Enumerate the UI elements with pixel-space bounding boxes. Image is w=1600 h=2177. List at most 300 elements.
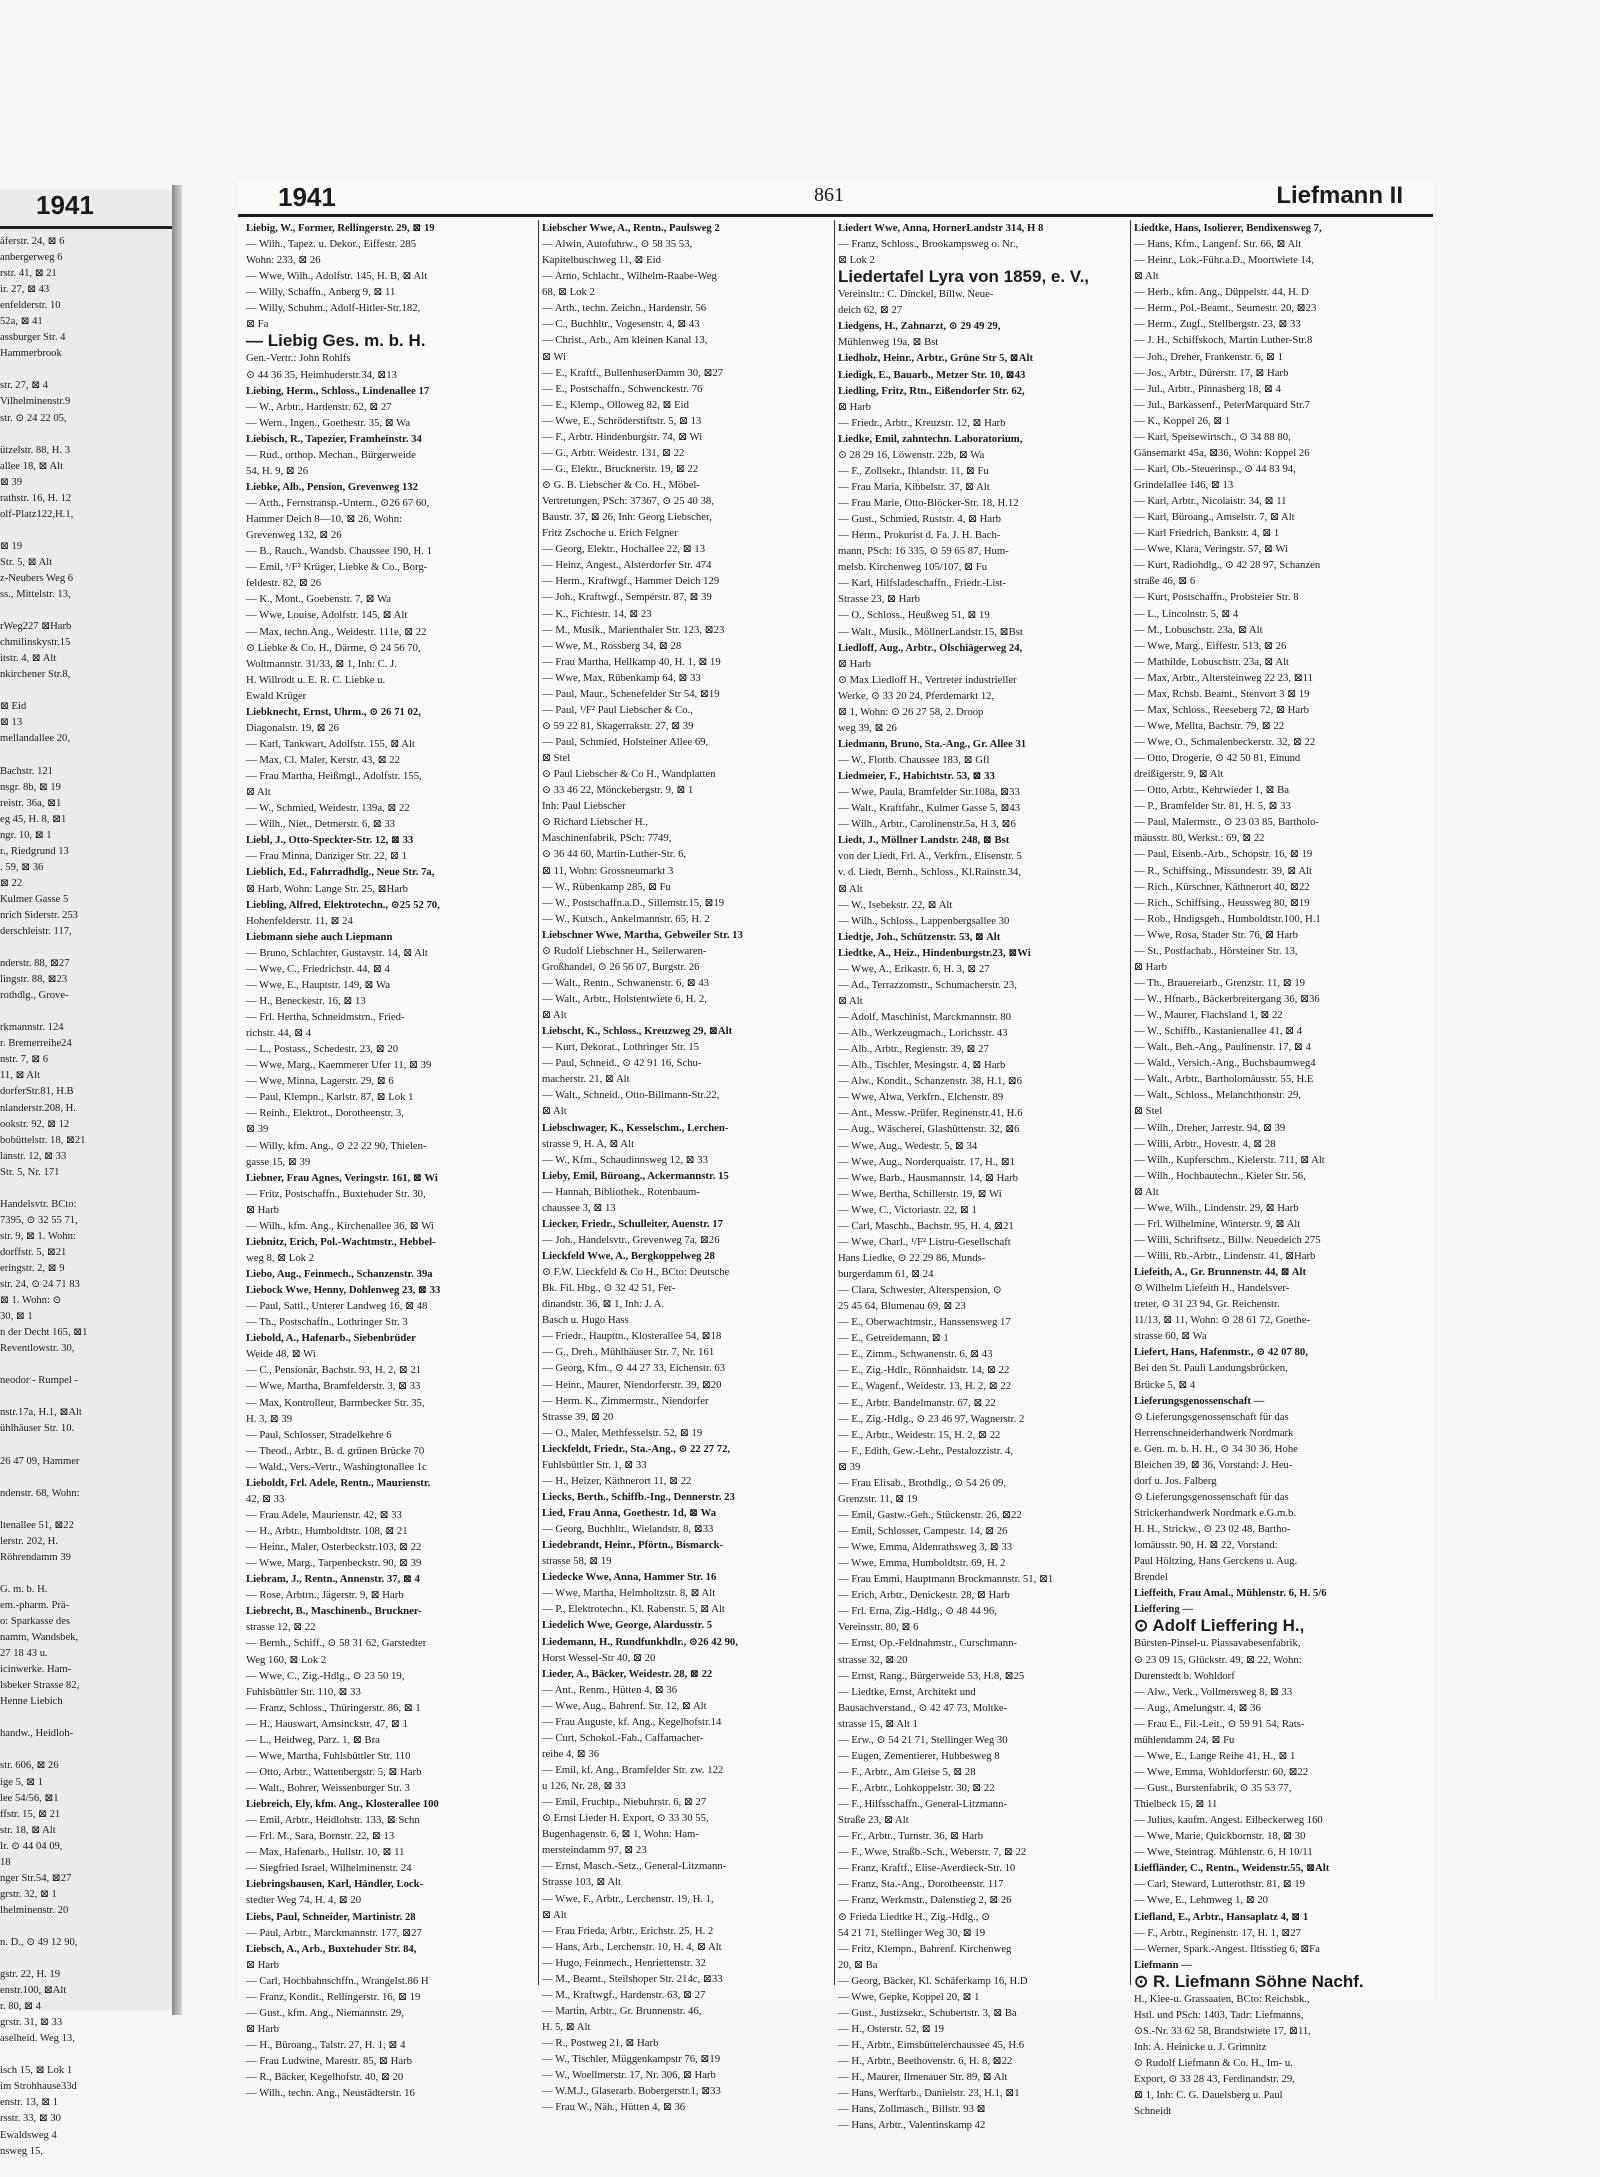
directory-entry-line: — Rose, Arbtrn., Jägerstr. 9, ⊠ Harb bbox=[246, 1589, 404, 1602]
directory-entry-line: straße 46, ⊠ 6 bbox=[1134, 575, 1196, 588]
directory-entry-line: ⊠ Harb bbox=[246, 1203, 279, 1216]
directory-entry-line: — Wwe, Klara, Veringstr. 57, ⊠ Wi bbox=[1134, 543, 1288, 556]
directory-entry-line: Liebs, Paul, Schneider, Martinistr. 28 bbox=[246, 1910, 416, 1923]
directory-entry-line: ⊠ Harb bbox=[1134, 960, 1167, 973]
directory-entry-line: ⊠ Alt bbox=[542, 1908, 567, 1921]
left-page-line: ige 5, ⊠ 1 bbox=[0, 1776, 44, 1788]
left-page-line: nlanderstr.208, H. bbox=[0, 1102, 76, 1114]
directory-entry-line: Bk. Fil. Hbg., ⊙ 32 42 51, Fer- bbox=[542, 1282, 676, 1295]
directory-entry-line: ⊠ Stel bbox=[1134, 1105, 1163, 1118]
directory-entry-line: — Alb., Tischler, Mesingstr. 4, ⊠ Harb bbox=[838, 1059, 1006, 1072]
left-page-line: enstr. 13, ⊠ 1 bbox=[0, 2097, 59, 2109]
left-page-line: 52a, ⊠ 41 bbox=[0, 316, 43, 328]
directory-entry-line: — Frau Maria, Kibbelstr. 37, ⊠ Alt bbox=[838, 480, 990, 493]
directory-entry-line: strasse 58, ⊠ 19 bbox=[542, 1555, 612, 1568]
directory-entry-line: — J. H., Schiffskoch, Martin Luther-Str.8 bbox=[1134, 334, 1313, 347]
directory-entry-line: Bausachverstand., ⊙ 42 47 73, Moltke- bbox=[838, 1701, 1008, 1714]
directory-entry-line: — Karl, Büroang., Amselstr. 7, ⊠ Alt bbox=[1134, 511, 1295, 524]
left-page-line: . 59, ⊠ 36 bbox=[0, 861, 44, 873]
left-page-line: Reventlowstr. 30, bbox=[0, 1343, 75, 1355]
directory-entry-line: Grindelallee 146, ⊠ 13 bbox=[1134, 479, 1234, 491]
directory-entry-line: Liebringshausen, Karl, Händler, Lock- bbox=[246, 1878, 424, 1891]
directory-entry-line: — Franz, Kondit., Rellingerstr. 16, ⊠ 19 bbox=[246, 1990, 421, 2003]
directory-entry-line: Liebner, Frau Agnes, Veringstr. 161, ⊠ Wi bbox=[246, 1171, 438, 1184]
left-page-line: itstr. 4, ⊠ Alt bbox=[0, 653, 57, 665]
directory-entry-line: — E., Zig.-Hdlr., Rönnhaidstr. 14, ⊠ 22 bbox=[838, 1364, 1010, 1377]
directory-entry-line: Lieffländer, C., Rentn., Weidenstr.55, ⊠Alt bbox=[1134, 1862, 1330, 1875]
directory-entry-line: ⊙ Adolf Lieffering H., bbox=[1134, 1616, 1305, 1636]
directory-entry-line: — Wern., Ingen., Goethestr. 35, ⊠ Wa bbox=[246, 416, 411, 429]
directory-entry-line: — Max, Rchsb. Beamt., Stenvort 3 ⊠ 19 bbox=[1134, 687, 1310, 700]
directory-entry-line: — Paul, Malermstr., ⊙ 23 03 85, Bartholo- bbox=[1134, 816, 1319, 829]
directory-entry-line: — Ernst, Rang., Bürgerweide 53, H.8, ⊠25 bbox=[838, 1669, 1025, 1682]
directory-entry-line: Liebknecht, Ernst, Uhrm., ⊙ 26 71 02, bbox=[246, 705, 421, 718]
directory-entry-line: — Ant., Renm., Hütten 4, ⊠ 36 bbox=[542, 1683, 678, 1696]
directory-entry-line: — W., Tischler, Müggenkampstr 76, ⊠19 bbox=[542, 2053, 721, 2066]
directory-entry-line: — Heinz, Angest., Alsterdorfer Str. 474 bbox=[542, 559, 712, 572]
directory-entry-line: Weide 48, ⊠ Wi bbox=[246, 1348, 316, 1361]
left-page-line: ss., Mittelstr. 13, bbox=[0, 589, 71, 601]
directory-entry-line: — E., Wagenf., Weidestr. 13, H. 2, ⊠ 22 bbox=[838, 1380, 1012, 1393]
directory-entry-line: ⊙ Richard Liebscher H., bbox=[542, 816, 648, 829]
directory-entry-line: — Wwe, Emma, Humboldtstr. 69, H. 2 bbox=[838, 1557, 1006, 1570]
directory-entry-line: — Heinr., Maurer, Niendorferstr. 39, ⊠20 bbox=[542, 1378, 722, 1391]
directory-entry-line: — Emil, Schlosser, Campestr. 14, ⊠ 26 bbox=[838, 1525, 1008, 1537]
directory-entry-line: — Julius, kaufm. Angest. Eilbeckerweg 160 bbox=[1134, 1814, 1323, 1827]
left-page-line bbox=[0, 362, 172, 378]
directory-entry-line: ⊠ Alt bbox=[1134, 270, 1159, 283]
directory-entry-line: Brücke 5, ⊠ 4 bbox=[1134, 1378, 1196, 1391]
directory-entry-line: — Wwe, Wilh., Lindenstr. 29, ⊠ Harb bbox=[1134, 1201, 1299, 1214]
directory-entry-line: Liedtje, Joh., Schützenstr. 53, ⊠ Alt bbox=[838, 930, 1001, 943]
directory-entry-line: — Emil, kf. Ang., Bramfelder Str. zw. 122 bbox=[542, 1764, 724, 1776]
directory-entry-line: dorf u. Jos. Falberg bbox=[1134, 1474, 1217, 1487]
left-page-line: assburger Str. 4 bbox=[0, 332, 66, 344]
directory-entry-line: — Wilh., Dreher, Jarrestr. 94, ⊠ 39 bbox=[1134, 1121, 1286, 1134]
left-page-line: rsstr. 33, ⊠ 30 bbox=[0, 2113, 61, 2125]
left-page-line: ⊠ 19 bbox=[0, 540, 23, 552]
directory-entry-line: — Frau Emmi, Hauptmann Brockmannstr. 51, ⊠1 bbox=[838, 1573, 1054, 1586]
directory-entry-line: 68, ⊠ Lok 2 bbox=[542, 286, 595, 299]
directory-entry-line: Liedling, Fritz, Rtn., Eißendorfer Str. 62, bbox=[838, 384, 1025, 397]
column-divider bbox=[1130, 220, 1131, 1985]
left-page-text bbox=[0, 234, 172, 2160]
directory-entry-line: — Joh., Handelsvtr., Grevenweg 7a, ⊠26 bbox=[542, 1233, 720, 1246]
left-page-line: 30, ⊠ 1 bbox=[0, 1311, 33, 1323]
directory-entry-line: Liedloff, Aug., Arbtr., Olschiägerweg 24, bbox=[838, 641, 1023, 654]
directory-entry-line: — L., Postass., Schedestr. 23, ⊠ 20 bbox=[246, 1043, 399, 1056]
directory-entry-line: ⊙ Frieda Liedtke H., Zig.-Hdlg., ⊙ bbox=[838, 1910, 991, 1923]
directory-entry-line: — K., Mont., Goebenstr. 7, ⊠ Wa bbox=[246, 593, 392, 606]
directory-entry-line: — Alw., Verk., Vollmersweg 8, ⊠ 33 bbox=[1134, 1685, 1293, 1698]
directory-entry-line: Fuhlsbüttler Str. 1, ⊠ 33 bbox=[542, 1458, 647, 1471]
directory-entry-line: burgerdamm 61, ⊠ 24 bbox=[838, 1268, 934, 1280]
left-page-line: ⊠ Eid bbox=[0, 701, 27, 713]
directory-entry-line: — G., Arbtr. Weidestr. 131, ⊠ 22 bbox=[542, 446, 685, 459]
directory-entry-line: — Hans, Kfm., Langenf. Str. 66, ⊠ Alt bbox=[1134, 238, 1302, 251]
left-page-line: lr. ⊙ 44 04 09, bbox=[0, 1840, 63, 1852]
directory-entry-line: — F., Arbtr., Am Gleise 5, ⊠ 28 bbox=[838, 1765, 976, 1778]
directory-entry-line: — St., Postfachab., Hörsteiner Str. 13, bbox=[1134, 944, 1298, 957]
left-page-line bbox=[0, 427, 172, 443]
left-page-line: lsbeker Strasse 82, bbox=[0, 1680, 80, 1692]
directory-entry-line: — E., Kraftf., BullenhuserDamm 30, ⊠27 bbox=[542, 366, 724, 379]
directory-entry-line: Liebo, Aug., Feinmech., Schanzenstr. 39a bbox=[246, 1268, 433, 1280]
left-page-line: handw., Heidloh- bbox=[0, 1728, 74, 1740]
directory-entry-line: — W., Schmied, Weidestr. 139a, ⊠ 22 bbox=[246, 802, 410, 815]
directory-entry-line: — H., Büroang., Talstr. 27, H. 1, ⊠ 4 bbox=[246, 2039, 406, 2051]
directory-entry-line: — Frau Minna, Danziger Str. 22, ⊠ 1 bbox=[246, 850, 407, 863]
left-page-header-rule bbox=[0, 226, 172, 229]
directory-entry-line: — Wwe, Aug., Norderquaistr. 17, H., ⊠1 bbox=[838, 1155, 1016, 1168]
directory-entry-line: — Georg, Buchhltr., Wielandstr. 8, ⊠33 bbox=[542, 1523, 714, 1536]
directory-entry-line: Liedebrandt, Heinr., Pförtn., Bismarck- bbox=[542, 1539, 724, 1552]
directory-entry-line: — Clara, Schwester, Alterspension, ⊙ bbox=[838, 1284, 1002, 1297]
directory-entry-line: — Hugo, Feinmech., Henriettenstr. 32 bbox=[542, 1956, 706, 1969]
directory-entry-line: Liecker, Friedr., Schulleiter, Auenstr. 17 bbox=[542, 1217, 723, 1230]
directory-entry-line: — Siegfried Israel, Wilhelminenstr. 24 bbox=[246, 1862, 412, 1875]
directory-entry-line: Liedgens, H., Zahnarzt, ⊙ 29 49 29, bbox=[838, 320, 1001, 333]
directory-entry-line: — G., Dreh., Mühlhäuser Str. 7, Nr. 161 bbox=[542, 1346, 715, 1359]
left-page-line: aselheid. Weg 13, bbox=[0, 2033, 75, 2045]
left-page-line: lhelminenstr. 20 bbox=[0, 1904, 69, 1916]
directory-entry-line: ⊠ 1, Wohn: ⊙ 26 27 58, 2. Droop bbox=[838, 705, 984, 718]
directory-entry-line: — Wwe, Wilh., Adolfstr. 145, H. B, ⊠ Alt bbox=[246, 270, 428, 283]
directory-entry-line: Liefmann — bbox=[1134, 1958, 1192, 1971]
left-page-line bbox=[0, 603, 172, 619]
directory-entry-line: Bleichen 39, ⊠ 36, Vorstand: J. Heu- bbox=[1134, 1458, 1293, 1471]
left-page-line: dorferStr.81, H.B bbox=[0, 1086, 74, 1098]
directory-entry-line: — W., Postschaffn.a.D., Sillemstr.15, ⊠19 bbox=[542, 896, 725, 909]
page-header bbox=[238, 180, 1433, 214]
directory-entry-line: — Franz, Sta.-Ang., Dorotheenstr. 117 bbox=[838, 1878, 1004, 1891]
directory-entry-line: Bei den St. Pauli Landungsbrücken, bbox=[1134, 1362, 1288, 1375]
directory-entry-line: — Frau Auguste, kf. Ang., Kegelhofstr.14 bbox=[542, 1715, 722, 1728]
directory-entry-line: weg 8, ⊠ Lok 2 bbox=[246, 1251, 315, 1264]
directory-entry-line: Liebnitz, Erich, Pol.-Wachtmstr., Hebbel- bbox=[246, 1235, 436, 1248]
directory-entry-line: — Frl. Hertha, Schneidmstrn., Fried- bbox=[246, 1011, 405, 1023]
directory-entry-line: — Wwe, E., Hauptstr. 149, ⊠ Wa bbox=[246, 978, 390, 991]
directory-entry-line: — Wwe, Barb., Hausmannstr. 14, ⊠ Harb bbox=[838, 1171, 1019, 1184]
left-page-line: neodor - Rumpel - bbox=[0, 1375, 78, 1387]
directory-entry-line: Liebisch, R., Tapezier, Framheinstr. 34 bbox=[246, 432, 422, 445]
directory-entry-line: Liedertafel Lyra von 1859, e. V., bbox=[838, 267, 1090, 287]
directory-entry-line: — Eugen, Zementierer, Hubbesweg 8 bbox=[838, 1749, 1000, 1762]
left-page-line bbox=[0, 1181, 172, 1197]
directory-entry-line: Liedke, Emil, zahntechn. Laboratorium, bbox=[838, 432, 1023, 445]
directory-entry-line: Wohn: 233, ⊠ 26 bbox=[246, 254, 321, 267]
directory-entry-line: Liebmann siehe auch Liepmann bbox=[246, 930, 393, 943]
directory-entry-line: Liefland, E., Arbtr., Hansaplatz 4, ⊠ 1 bbox=[1134, 1910, 1309, 1923]
directory-entry-line: — Paul, Schmied, Holsteiner Allee 69, bbox=[542, 736, 709, 748]
directory-entry-line: 54 21 71, Stellinger Weg 30, ⊠ 19 bbox=[838, 1926, 986, 1939]
directory-entry-line: — Walt., Musik., MöllnerLandstr.15, ⊠Bst bbox=[838, 625, 1023, 638]
directory-entry-line: Liedecke Wwe, Anna, Hammer Str. 16 bbox=[542, 1571, 717, 1584]
directory-entry-line: — Rich., Kürschner, Käthnerort 40, ⊠22 bbox=[1134, 880, 1310, 893]
left-page-line bbox=[0, 1357, 172, 1373]
directory-entry-line: — Frl. Erna, Zig.-Hdlg., ⊙ 48 44 96, bbox=[838, 1605, 997, 1618]
left-page-line: r. 80, ⊠ 4 bbox=[0, 2001, 41, 2013]
directory-entry-line: Lieckfeldt, Friedr., Sta.-Ang., ⊙ 22 27 72, bbox=[542, 1442, 731, 1455]
directory-entry-line: — E., Arbtr. Bandelmanstr. 67, ⊠ 22 bbox=[838, 1396, 996, 1409]
page-year: 1941 bbox=[278, 182, 336, 212]
directory-entry-line: — Frau Martha, Hellkamp 40, H. 1, ⊠ 19 bbox=[542, 655, 721, 668]
directory-entry-line: Basch u. Hugo Hass bbox=[542, 1314, 629, 1327]
directory-entry-line: e. Gen. m. b. H. H., ⊙ 34 30 36, Hohe bbox=[1134, 1442, 1298, 1455]
directory-entry-line: Liedigk, E., Bauarb., Metzer Str. 10, ⊠43 bbox=[838, 368, 1026, 381]
left-page-line: 27 18 43 u. bbox=[0, 1648, 48, 1660]
directory-entry-line: 20, ⊠ Ba bbox=[838, 1958, 878, 1971]
column-divider bbox=[538, 220, 539, 1985]
directory-entry-line: — Hannah, Bibliothek., Rotenbaum- bbox=[542, 1185, 700, 1198]
directory-entry-line: ⊠ 11, Wohn: Grossneumarkt 3 bbox=[542, 864, 674, 877]
left-page-line: rothdlg., Grove- bbox=[0, 990, 69, 1002]
directory-entry-line: H. 3, ⊠ 39 bbox=[246, 1412, 293, 1425]
directory-entry-line: — Fritz, Klempn., Bahrenf. Kirchenweg bbox=[838, 1942, 1012, 1955]
directory-entry-line: — Frau Ludwine, Marestr. 85, ⊠ Harb bbox=[246, 2055, 412, 2068]
directory-entry-line: Liebscht, K., Schloss., Kreuzweg 29, ⊠Alt bbox=[542, 1025, 733, 1038]
left-page-line: n. D., ⊙ 49 12 90, bbox=[0, 1936, 78, 1948]
left-page-line bbox=[0, 1438, 172, 1454]
directory-entry-line: — Wwe, Marie, Quickbornstr. 18, ⊠ 30 bbox=[1134, 1830, 1306, 1843]
left-page-line: dorffstr. 5, ⊠21 bbox=[0, 1246, 67, 1258]
directory-entry-line: ⊙ 59 22 81, Skagerrakstr. 27, ⊠ 39 bbox=[542, 719, 694, 732]
directory-entry-line: — Fritz, Postschaffn., Buxtehuder Str. 30, bbox=[246, 1187, 426, 1200]
directory-entry-line: — Willy, Schuhm., Adolf-Hitler-Str.182, bbox=[246, 302, 421, 315]
directory-entry-line: — Wwe, O., Schmalenbeckerstr. 32, ⊠ 22 bbox=[1134, 736, 1316, 748]
left-page-line: bobüttelstr. 18, ⊠21 bbox=[0, 1134, 86, 1146]
left-page-line: nkirchener Str.8, bbox=[0, 669, 71, 681]
directory-entry-line: — Frau W., Näh., Hütten 4, ⊠ 36 bbox=[542, 2101, 686, 2114]
directory-entry-line: Liedmeier, F., Habichtstr. 53, ⊠ 33 bbox=[838, 770, 995, 783]
directory-entry-line: — Frau Marie, Otto-Blöcker-Str. 18, H.12 bbox=[838, 497, 1019, 509]
left-page-line: n der Decht 165, ⊠1 bbox=[0, 1327, 88, 1339]
directory-entry-line: Lieckfeld Wwe, A., Bergkoppelweg 28 bbox=[542, 1250, 715, 1262]
left-page-line: ndenstr. 68, Wohn: bbox=[0, 1487, 80, 1499]
directory-entry-line: — Hans, Werftarb., Danielstr. 23, H.1, ⊠1 bbox=[838, 2087, 1020, 2100]
directory-entry-line: H. Willrodt u. E. R. C. Liebke u. bbox=[246, 673, 386, 686]
directory-entry-line: Liebram, J., Rentn., Annenstr. 37, ⊠ 4 bbox=[246, 1573, 420, 1586]
directory-entry-line: — Willi, Rb.-Arbtr., Lindenstr. 41, ⊠Harb bbox=[1134, 1250, 1316, 1262]
directory-entry-line: — Arth., Fernstransp.-Untern., ⊙26 67 60, bbox=[246, 497, 430, 509]
directory-entry-line: — Paul, Sattl., Unterer Landweg 16, ⊠ 48 bbox=[246, 1300, 428, 1313]
directory-entry-line: u 126, Nr. 28, ⊠ 33 bbox=[542, 1780, 626, 1793]
directory-entry-line: ⊙ F.W. Lieckfeld & Co H., BCto: Deutsche bbox=[542, 1266, 730, 1279]
directory-entry-line: Lieferungsgenossenschaft — bbox=[1134, 1394, 1265, 1407]
left-page-line: rWeg227 ⊠Harb bbox=[0, 621, 72, 633]
directory-entry-line: — Jul., Arbtr., Pinnasberg 18, ⊠ 4 bbox=[1134, 382, 1281, 395]
left-page-line bbox=[0, 1742, 172, 1758]
directory-entry-line: — L., Lincolnstr. 5, ⊠ 4 bbox=[1134, 607, 1239, 620]
directory-entry-line: — W., Schiffb., Kastanienallee 41, ⊠ 4 bbox=[1134, 1025, 1303, 1038]
directory-entry-line: — Arno, Schlacht., Wilhelm-Raabe-Weg bbox=[542, 270, 717, 283]
directory-entry-line: Baustr. 37, ⊠ 26, Inh: Georg Liebscher, bbox=[542, 511, 712, 524]
directory-entry-line: — Paul, ¹/F² Paul Liebscher & Co., bbox=[542, 703, 693, 716]
directory-entry-line: — O., Maler, Methfesselstr. 52, ⊠ 19 bbox=[542, 1426, 703, 1439]
directory-entry-line: Liebschner Wwe, Martha, Gebweiler Str. 13 bbox=[542, 928, 743, 941]
directory-entry-line: gasse 15, ⊠ 39 bbox=[246, 1155, 311, 1168]
directory-entry-line: ⊠ 39 bbox=[838, 1460, 861, 1473]
left-page-line: r., Riedgrund 13 bbox=[0, 845, 69, 857]
left-page-line: im Strohhause33d bbox=[0, 2081, 77, 2093]
directory-entry-line: — Mathilde, Lobuschstr. 23a, ⊠ Alt bbox=[1134, 655, 1290, 668]
directory-entry-line: mühlendamm 24, ⊠ Fu bbox=[1134, 1733, 1235, 1746]
directory-entry-line: ⊠ Harb bbox=[838, 657, 871, 670]
directory-entry-line: ⊠ Harb bbox=[246, 1958, 279, 1971]
directory-entry-line: Diagonalstr. 19, ⊠ 26 bbox=[246, 721, 339, 734]
left-page-line: Röhrendamm 39 bbox=[0, 1551, 71, 1563]
left-page-line: nstr. 7, ⊠ 6 bbox=[0, 1054, 49, 1066]
directory-entry-line: — Theod., Arbtr., B. d. grünen Brücke 70 bbox=[246, 1444, 425, 1457]
left-page-line: olf-Platz122,H.1, bbox=[0, 508, 74, 520]
directory-column-2 bbox=[542, 220, 834, 2114]
directory-entry-line: — Wwe, Marg., Kaemmerer Ufer 11, ⊠ 39 bbox=[246, 1059, 432, 1072]
directory-entry-line: — Karl, Tankwart, Adolfstr. 155, ⊠ Alt bbox=[246, 737, 415, 750]
page-number: 861 bbox=[814, 184, 844, 206]
directory-entry-line: ⊠ Lok 2 bbox=[838, 254, 875, 267]
left-page-line: nstr.17a, H.1, ⊠Alt bbox=[0, 1407, 82, 1419]
directory-entry-line: ⊠ Harb bbox=[246, 2022, 279, 2035]
directory-entry-line: Liedt, J., Möllner Landstr. 248, ⊠ Bst bbox=[838, 834, 1010, 847]
directory-entry-line: — Emil, Arbtr., Heidlohstr. 133, ⊠ Schn bbox=[246, 1814, 420, 1827]
directory-entry-line: — Emil, Fruchtp., Niebuhrstr. 6, ⊠ 27 bbox=[542, 1796, 707, 1809]
directory-entry-line: ⊠ 1, Inh: C. G. Dauelsberg u. Paul bbox=[1134, 2089, 1283, 2102]
directory-entry-line: — Kurt, Dekorat., Lothringer Str. 15 bbox=[542, 1041, 700, 1054]
directory-entry-line: — Gust., Justizsekr., Schubertstr. 3, ⊠ Ba bbox=[838, 2006, 1017, 2019]
directory-entry-line: ⊙ 28 29 16, Löwenstr. 22b, ⊠ Wa bbox=[838, 448, 985, 461]
left-page-line bbox=[0, 1470, 172, 1486]
directory-entry-line: — Hans, Zollmasch., Billstr. 93 ⊠ bbox=[838, 2103, 986, 2116]
directory-entry-line: ⊙ G. B. Liebscher & Co. H., Möbel- bbox=[542, 479, 700, 491]
running-head: Liefmann II bbox=[1276, 182, 1403, 209]
directory-entry-line: — Herb., kfm. Ang., Düppelstr. 44, H. D bbox=[1134, 286, 1309, 299]
directory-entry-line: — Heinr., Lok.-Führ.a.D., Moortwiete 14, bbox=[1134, 254, 1314, 267]
directory-entry-line: — Wwe, Paula, Bramfelder Str.108a, ⊠33 bbox=[838, 786, 1020, 799]
directory-entry-line: Liedholz, Heinr., Arbtr., Grüne Str 5, ⊠Alt bbox=[838, 352, 1034, 365]
directory-entry-line: Liefert, Hans, Hafenmstr., ⊙ 42 07 80, bbox=[1134, 1346, 1308, 1359]
left-page-line: nsweg 15, bbox=[0, 2145, 43, 2157]
directory-entry-line: — Wilh., Hochbautechn., Kieler Str. 56, bbox=[1134, 1169, 1306, 1182]
directory-entry-line: — Herm., Prokurist d. Fa. J. H. Bach- bbox=[838, 529, 1001, 542]
directory-entry-line: — Wwe, E., Schröderstiftstr. 5, ⊠ 13 bbox=[542, 414, 702, 427]
directory-entry-line: — Martin, Arbtr., Gr. Brunnenstr. 46, bbox=[542, 2004, 702, 2017]
directory-entry-line: — Wwe, Bertha, Schillerstr. 19, ⊠ Wi bbox=[838, 1187, 1002, 1200]
directory-entry-line: Kapitelbuschweg 11, ⊠ Eid bbox=[542, 254, 661, 267]
directory-entry-line: Hohenfelderstr. 11, ⊠ 24 bbox=[246, 914, 353, 927]
directory-entry-line: — Ernst, Masch.-Setz., General-Litzmann- bbox=[542, 1860, 727, 1873]
directory-entry-line: — Wilh., Tapez. u. Dekor., Eiffestr. 285 bbox=[246, 238, 417, 251]
directory-entry-line: — Jul., Barkassenf., PeterMarquard Str.7 bbox=[1134, 398, 1311, 411]
directory-entry-line: — Max, techn.Ang., Weidestr. 111e, ⊠ 22 bbox=[246, 625, 427, 638]
directory-entry-line: — Alb., Arbtr., Regienstr. 39, ⊠ 27 bbox=[838, 1043, 989, 1056]
directory-entry-line: — Carl, Hochbahnschffn., Wrangelst.86 H bbox=[246, 1974, 429, 1987]
directory-entry-line: — H., Heizer, Käthnerort 11, ⊠ 22 bbox=[542, 1474, 692, 1487]
directory-entry-line: — Wwe, A., Erikastr. 6, H. 3, ⊠ 27 bbox=[838, 962, 990, 975]
left-page-line bbox=[0, 1919, 172, 1935]
left-page-line: ffstr. 15, ⊠ 21 bbox=[0, 1808, 61, 1820]
directory-entry-line: — Liedtke, Ernst, Architekt und bbox=[838, 1685, 976, 1698]
directory-entry-line: Schneidt bbox=[1134, 2105, 1172, 2118]
directory-entry-line: — Walt., Arbtr., Bartholomäusstr. 55, H.E bbox=[1134, 1073, 1314, 1086]
directory-entry-line: — W., Flottb. Chaussee 183, ⊠ Gfl bbox=[838, 754, 990, 766]
directory-entry-line: — Bruno, Schlachter, Gustavstr. 14, ⊠ Alt bbox=[246, 946, 428, 959]
directory-entry-line: — Frau Elisab., Brothdlg., ⊙ 54 26 09, bbox=[838, 1476, 1007, 1489]
directory-entry-line: Lieblich, Ed., Fahrradhdlg., Neue Str. 7a, bbox=[246, 866, 435, 879]
directory-entry-line: — Willi, Arbtr., Hovestr. 4, ⊠ 28 bbox=[1134, 1137, 1276, 1150]
left-page-line bbox=[0, 523, 172, 539]
directory-entry-line: deich 62, ⊠ 27 bbox=[838, 304, 903, 317]
left-page-line: Kulmer Gasse 5 bbox=[0, 893, 69, 905]
directory-entry-line: — Wwe, Martha, Fuhlsbüttler Str. 110 bbox=[246, 1749, 411, 1762]
directory-entry-line: 54, H. 9, ⊠ 26 bbox=[246, 464, 309, 477]
directory-entry-line: ⊙S.-Nr. 33 62 58, Brandstwiete 17, ⊠11, bbox=[1134, 2024, 1311, 2037]
directory-entry-line: 25 45 64, Blumenau 69, ⊠ 23 bbox=[838, 1300, 966, 1313]
directory-entry-line: — Wwe, Martha, Bramfelderstr. 3, ⊠ 33 bbox=[246, 1380, 421, 1393]
directory-entry-line: ⊙ Max Liedloff H., Vertreter industrieller bbox=[838, 673, 1017, 686]
directory-entry-line: — R., Postweg 21, ⊠ Harb bbox=[542, 2037, 659, 2050]
directory-entry-line: — R., Schiffsing., Missundestr. 39, ⊠ Alt bbox=[1134, 864, 1312, 877]
directory-entry-line: ⊙ Ernst Lieder H. Export, ⊙ 33 30 55, bbox=[542, 1812, 709, 1825]
directory-entry-line: Straße 23, ⊠ Alt bbox=[838, 1814, 909, 1827]
directory-entry-line: — Wwe, Alwa, Verkfrn., Elchenstr. 89 bbox=[838, 1091, 1004, 1104]
directory-entry-line: — Walt., Schneid., Otto-Billmann-Str.22, bbox=[542, 1089, 720, 1102]
left-page-line: Ewaldsweg 4 bbox=[0, 2129, 57, 2141]
directory-entry-line: — M., Lobuschstr. 23a, ⊠ Alt bbox=[1134, 623, 1263, 636]
directory-entry-line: H. H., Strickw., ⊙ 23 02 48, Bartho- bbox=[1134, 1523, 1291, 1536]
directory-entry-line: strasse 32, ⊠ 20 bbox=[838, 1653, 908, 1666]
directory-entry-line: — P., Elektrotechn., Kl. Rabenstr. 5, ⊠ Alt bbox=[542, 1603, 725, 1616]
directory-entry-line: — Frau Adele, Maurienstr. 42, ⊠ 33 bbox=[246, 1508, 402, 1521]
directory-entry-line: — Wilh., Kupferschm., Kielerstr. 711, ⊠ Alt bbox=[1134, 1153, 1325, 1166]
directory-entry-line: — Werner, Spark.-Angest. Iltisstieg 6, ⊠Fa bbox=[1134, 1942, 1320, 1955]
directory-entry-line: — Erw., ⊙ 54 21 71, Stellinger Weg 30 bbox=[838, 1733, 1008, 1746]
left-page-line: eg 45, H. 8, ⊠1 bbox=[0, 813, 67, 825]
directory-entry-line: — W., Maurer, Flachsland 1, ⊠ 22 bbox=[1134, 1009, 1283, 1022]
directory-entry-line: ⊙ Wilhelm Liefeith H., Handelsver- bbox=[1134, 1282, 1290, 1295]
left-page-line: ⊠ 22 bbox=[0, 877, 23, 889]
directory-entry-line: Liebold, A., Hafenarb., Siebenbrüder bbox=[246, 1332, 416, 1345]
directory-entry-line: Liebing, Herm., Schloss., Lindenallee 17 bbox=[246, 384, 430, 397]
directory-entry-line: ⊙ R. Liefmann Söhne Nachf. bbox=[1134, 1971, 1364, 1991]
directory-entry-line: — Wald., Vers.-Vertr., Washingtonallee 1c bbox=[246, 1460, 427, 1473]
left-page-line: str. 18, ⊠ Alt bbox=[0, 1824, 56, 1836]
directory-entry-line: Liebig, W., Former, Rellingerstr. 29, ⊠ 19 bbox=[246, 222, 435, 234]
directory-entry-line: — E., Getreidemann, ⊠ 1 bbox=[838, 1332, 949, 1345]
left-page-line: str. 9, ⊠ 1. Wohn: bbox=[0, 1230, 76, 1242]
directory-entry-line: ⊙ Lieferungsgenossenschaft für das bbox=[1134, 1410, 1289, 1423]
directory-entry-line: — Alb., Werkzeugmach., Lorichsstr. 43 bbox=[838, 1027, 1008, 1040]
directory-entry-line: Lied, Frau Anna, Goethestr. 1d, ⊠ Wa bbox=[542, 1507, 717, 1519]
directory-entry-line: — Wwe, Steintrag. Mühlenstr. 6, H 10/11 bbox=[1134, 1846, 1313, 1859]
directory-entry-line: — Wwe, Emma, Wohldorferstr. 60, ⊠22 bbox=[1134, 1765, 1309, 1778]
directory-entry-line: — E., Klemp., Olloweg 82, ⊠ Eid bbox=[542, 398, 689, 411]
directory-entry-line: — Arth., techn. Zeichn., Hardenstr. 56 bbox=[542, 302, 707, 315]
directory-entry-line: Horst Wessel-Str 40, ⊠ 20 bbox=[542, 1651, 656, 1664]
directory-entry-line: — Wwe, Aug., Wedestr. 5, ⊠ 34 bbox=[838, 1139, 978, 1152]
directory-entry-line: Thielbeck 15, ⊠ 11 bbox=[1134, 1798, 1218, 1811]
directory-entry-line: — Paul, Klempn., Karlstr. 87, ⊠ Lok 1 bbox=[246, 1091, 414, 1104]
left-page-line: grstr. 31, ⊠ 33 bbox=[0, 2017, 63, 2029]
directory-entry-line: Grenzstr. 11, ⊠ 19 bbox=[838, 1492, 918, 1505]
directory-entry-line: — Carl, Maschb., Bachstr. 95, H. 4, ⊠21 bbox=[838, 1219, 1014, 1232]
directory-entry-line: — Heinr., Maler, Osterbeckstr.103, ⊠ 22 bbox=[246, 1541, 422, 1554]
left-page-line bbox=[0, 748, 172, 764]
directory-entry-line: — M., Kraftwgf., Hardenstr. 63, ⊠ 27 bbox=[542, 1988, 706, 2001]
left-page-line: nger Str.54, ⊠27 bbox=[0, 1872, 72, 1884]
directory-entry-line: — Walt., Kraftfahr., Kulmer Gasse 5, ⊠43 bbox=[838, 802, 1021, 815]
directory-column-1 bbox=[246, 220, 538, 2100]
left-page-line: 11, ⊠ Alt bbox=[0, 1070, 40, 1082]
